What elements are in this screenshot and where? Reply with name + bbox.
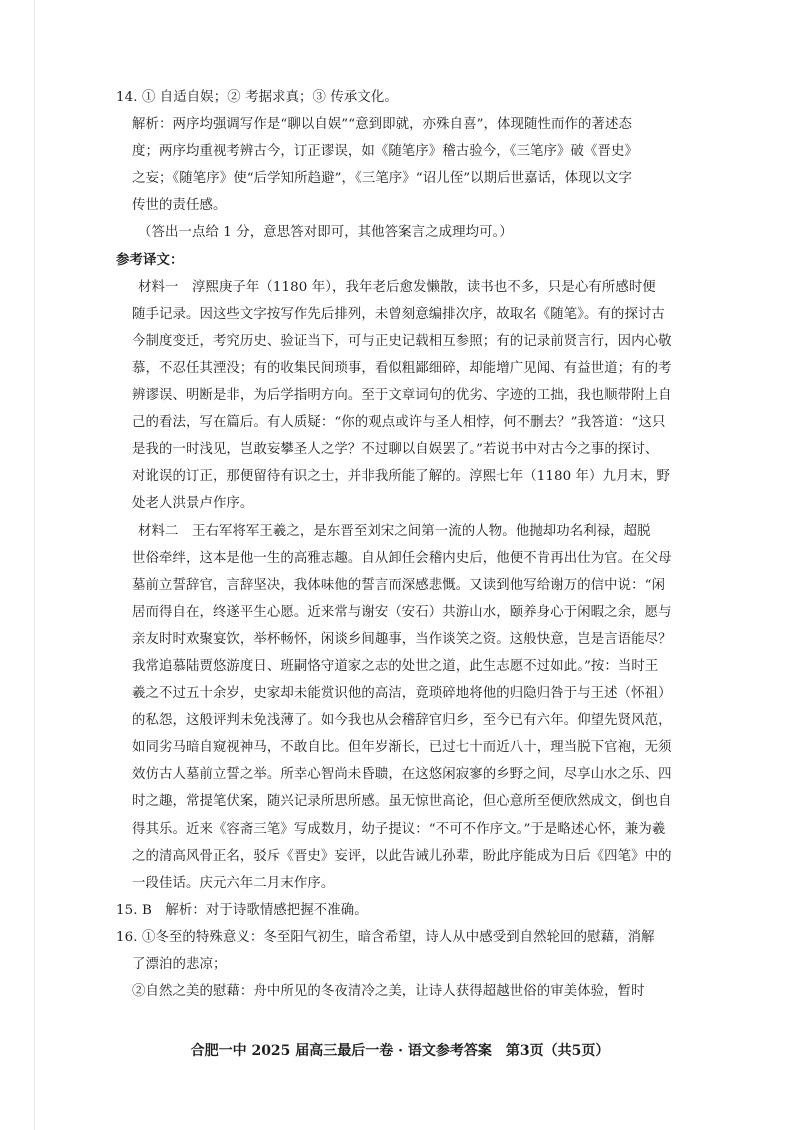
q15-answer: 15. B 解析：对于诗歌情感把握不准确。 <box>116 902 368 918</box>
page-edge-line <box>34 0 35 1130</box>
material-one-line: 今制度变迁，考究历史、验证当下，可与正史记载相互参照；有的记录前贤言行，因内心敬 <box>132 333 672 349</box>
page-footer: 合肥一中 2025 届高三最后一卷 · 语文参考答案 第3页（共5页） <box>190 1043 610 1059</box>
material-one-line: 己的看法，写在篇后。有人质疑：“你的观点或许与圣人相悖，何不删去？”我答道：“这只 <box>132 415 666 431</box>
material-two-line: 效仿古人墓前立誓之举。所幸心智尚未昏聩，在这悠闲寂寥的乡野之间，尽享山水之乐、四 <box>132 767 672 783</box>
q14-answer: 14. ① 自适自娱；② 考据求真；③ 传承文化。 <box>116 90 398 105</box>
material-two-line: 之的清高风骨正名，驳斥《晋史》妄评，以此告诫儿孙辈，盼此序能成为日后《四笔》中的 <box>132 848 672 864</box>
q14-scoring-note: （答出一点给 1 分，意思答对即可，其他答案言之成理均可。） <box>138 225 513 241</box>
material-two-line: 的私怨，这般评判未免浅薄了。如今我也从会稽辞官归乡，至今已有六年。仰望先贤风范， <box>132 713 672 729</box>
material-two-line: 世俗牵绊，这本是他一生的高雅志趣。自从卸任会稽内史后，他便不肯再出仕为官。在父母 <box>132 550 672 566</box>
material-one-line: 处老人洪景卢作序。 <box>132 496 254 512</box>
material-two-line: 得其乐。近来《容斋三笔》写成数月，幼子提议：“不可不作序文。”于是略述心怀，兼为羲 <box>132 821 666 837</box>
answer-content <box>116 84 696 1005</box>
q14-analysis-line: 传世的责任感。 <box>132 198 227 214</box>
q14-analysis-line: 度；两序均重视考辨古今，订正谬误，如《随笔序》稽古验今，《三笔序》破《晋史》 <box>132 144 638 160</box>
material-two-line: 如同劣马暗自窥视神马，不敢自比。但年岁渐长，已过七十而近八十，理当脱下官袍，无须 <box>132 740 672 756</box>
material-two-line: 亲友时时欢聚宴饮，举杯畅怀，闲谈乡间趣事，当作谈笑之资。这般快意，岂是言语能尽？ <box>132 631 672 647</box>
material-two-line: 一段佳话。庆元六年二月末作序。 <box>132 875 335 891</box>
material-one-line: 随手记录。因这些文字按写作先后排列，未曾刻意编排次序，故取名《随笔》。有的探讨古 <box>132 306 665 322</box>
material-two-line: 墓前立誓辞官，言辞坚决，我体味他的誓言而深感悲慨。又读到他写给谢万的信中说：“闲 <box>132 577 666 593</box>
q16-answer-line: ②自然之美的慰藉：舟中所见的冬夜清冷之美，让诗人获得超越世俗的审美体验，暂时 <box>132 984 645 1000</box>
material-one-line: 辨谬误、明断是非，为后学指明方向。至于文章词句的优劣、字迹的工拙，我也顺带附上自 <box>132 388 672 404</box>
material-one-line: 是我的一时浅见，岂敢妄攀圣人之学？不过聊以自娱罢了。”若说书中对古今之事的探讨、 <box>132 442 659 458</box>
material-two-line: 羲之不过五十余岁，史家却未能赏识他的高洁，竟琐碎地将他的归隐归咎于与王述（怀祖） <box>132 686 672 702</box>
material-two-line: 材料二 王右军将军王羲之，是东晋至刘宋之间第一流的人物。他抛却功名利禄，超脱 <box>138 523 651 539</box>
material-one-line: 对讹误的订正，那便留待有识之士，并非我所能了解的。淳熙七年（1180 年）九月末，野 <box>132 469 670 485</box>
q16-answer-line: 16. ①冬至的特殊意义：冬至阳气初生，暗含希望，诗人从中感受到自然轮回的慰藉，消解 <box>116 929 655 945</box>
material-two-line: 我常追慕陆贾悠游度日、班嗣恪守道家之志的处世之道，此生志愿不过如此。”按：当时王 <box>132 658 659 674</box>
material-two-line: 时之趣，常提笔伏案，随兴记录所思所感。虽无惊世高论，但心意所至便欣然成文，倒也自 <box>132 794 672 810</box>
q16-answer-line: 了漂泊的悲凉； <box>132 957 227 972</box>
material-one-line: 慕，不忍任其湮没；有的收集民间琐事，看似粗鄙细碎，却能增广见闻、有益世道；有的考 <box>132 360 672 376</box>
q14-analysis-line: 之妄；《随笔序》使“后学知所趋避”，《三笔序》“诏儿侄”以期后世嘉话，体现以文字 <box>132 171 633 187</box>
translation-heading: 参考译文： <box>116 251 184 268</box>
material-one-line: 材料一 淳熙庚子年（1180 年），我年老后愈发懒散，读书也不多，只是心有所感时便 <box>138 279 656 295</box>
material-two-line: 居而得自在，终遂平生心愿。近来常与谢安（安石）共游山水，颐养身心于闲暇之余，愿与 <box>132 604 672 620</box>
q14-analysis-line: 解析：两序均强调写作是“聊以自娱”“意到即就，亦殊自喜”，体现随性而作的著述态 <box>132 117 632 133</box>
